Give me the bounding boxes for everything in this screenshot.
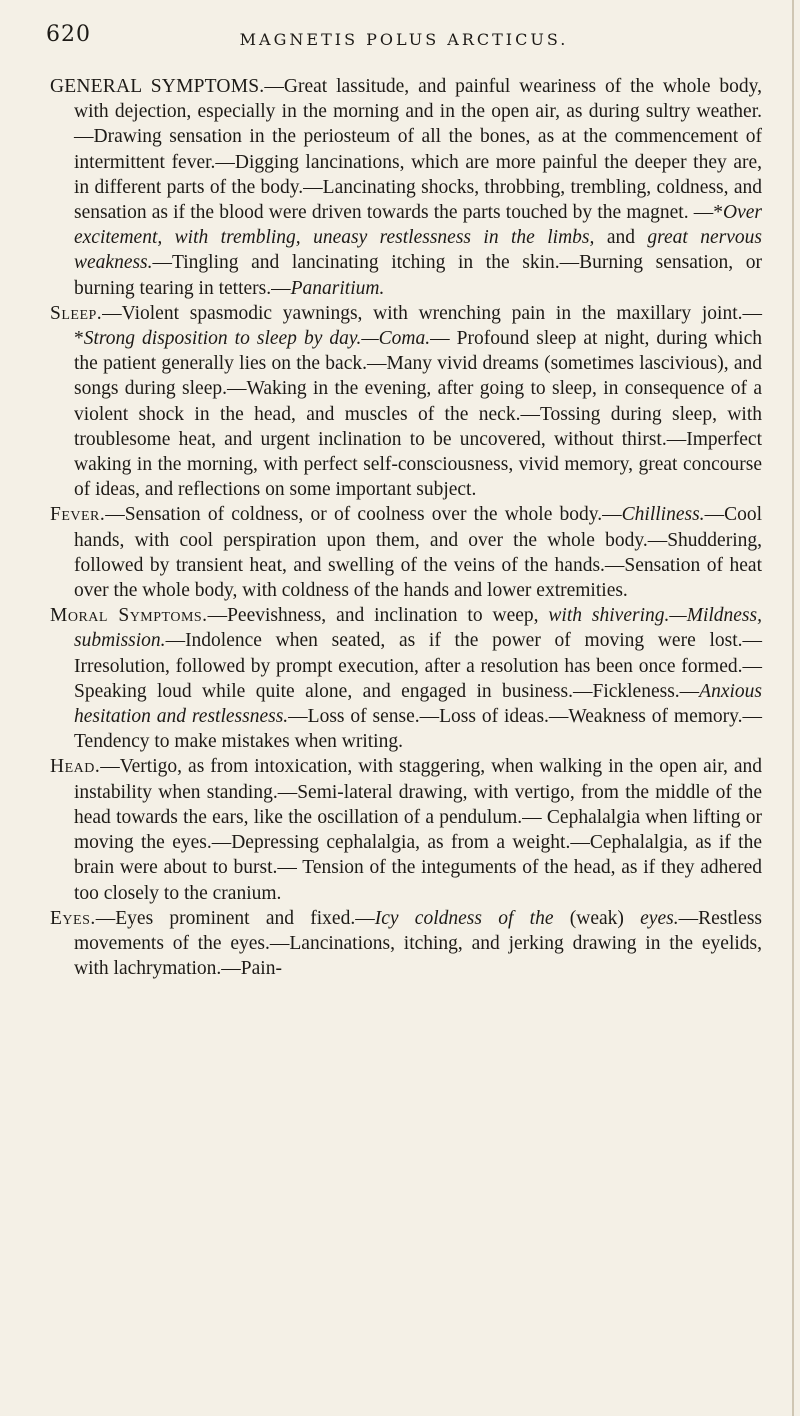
moral-symptoms-paragraph: [50, 603, 762, 754]
text-run: —Loss of sense.—Loss of ideas.—Weakness of memory.—Tendency to make mistakes when writing.: [74, 706, 762, 753]
text-run: and: [594, 227, 648, 249]
page-edge-line: [792, 0, 794, 1416]
section-heading-general: GENERAL SYMPTOMS.: [50, 76, 265, 97]
section-heading-moral: Moral Symptoms.: [50, 605, 208, 627]
italic-run: Anxious hesitation and restlessness.: [74, 680, 762, 728]
text-run: —Violent spasmodic yawnings, with wrenching pain in the maxillary joint.—*: [74, 302, 762, 350]
italic-run: Panaritium.: [290, 277, 385, 299]
text-run: —Tingling and lancinating itching in the skin.—Burning sensation, or burning tearing in tetters.—: [74, 252, 762, 299]
head-paragraph: [50, 754, 762, 905]
italic-run: Over excitement, with trembling, uneasy restlessness in the limbs,: [74, 202, 762, 249]
section-heading-eyes: Eyes.: [50, 907, 96, 929]
text-run: —Peevishness, and inclination to weep,: [207, 605, 549, 627]
general-symptoms-paragraph: [50, 74, 762, 301]
italic-run: with shivering.—Mildness, submission.: [74, 605, 762, 652]
text-run: —Restless movements of the eyes.—Lancinations, itching, and jerking drawing in the eyelids, with lachrymation.—Pain-: [74, 907, 763, 980]
text-run: —Eyes prominent and fixed.—: [95, 907, 375, 929]
body-text: [50, 74, 762, 981]
text-run: (weak): [553, 907, 641, 929]
text-run: —Vertigo, as from intoxication, with staggering, when walking in the open air, and instability when standing.—Semi-lateral drawing, with vertigo, from the middle of the head towards the ears, like the oscillation of a pendulum.— Cephalalgia when lifting or moving the eyes.—Depressing cephalalgia, as from a weight.—Cephalalgia, as if the brain were about to burst.— Tension of the integuments of the head, as if they adhered too closely to the cranium.: [74, 756, 762, 904]
fever-paragraph: [50, 502, 762, 603]
running-title: MAGNETIS POLUS ARCTICUS.: [239, 30, 569, 49]
page-number: 620: [46, 22, 91, 47]
text-run: —Sensation of coldness, or of coolness over the whole body.—: [105, 504, 622, 526]
section-heading-fever: Fever.: [50, 504, 106, 526]
italic-run: Strong disposition to sleep by day.—Coma.: [83, 328, 431, 350]
eyes-paragraph: [50, 906, 762, 982]
italic-run: eyes.: [640, 907, 679, 929]
sleep-paragraph: [50, 301, 762, 503]
italic-run: Chilliness.: [621, 504, 705, 526]
section-heading-head: Head.: [50, 756, 101, 778]
text-run: —Great lassitude, and painful weariness of the whole body, with dejection, especially in the morning and in the open air, as during sultry weather.—Drawing sensation in the periosteum of all the bones, as at the commencement of intermittent fever.—Digging lancinations, which are more painful the deeper they are, in different parts of the body.—Lancinating shocks, throbbing, trembling, coldness, and sensation as if the blood were driven towards the parts touched by the magnet. —*: [74, 76, 762, 224]
page-header: [46, 22, 762, 62]
section-heading-sleep: Sleep.: [50, 302, 103, 324]
italic-run: great nervous weakness.: [74, 227, 762, 274]
text-run: —Indolence when seated, as if the power of moving were lost.—Irresolution, followed by prompt execution, after a resolution has been once formed.—Speaking loud while quite alone, and engaged in business.—Fickleness.—: [74, 630, 762, 702]
text-run: —Cool hands, with cool perspiration upon them, and over the whole body.—Shuddering, followed by transient heat, and swelling of the veins of the hands.—Sensation of heat over the whole body, with coldness of the hands and lower extremities.: [74, 504, 762, 602]
italic-run: Icy coldness of the: [374, 907, 554, 929]
text-run: — Profound sleep at night, during which the patient generally lies on the back.—Many vivid dreams (sometimes lascivious), and songs during sleep.—Waking in the evening, after going to sleep, in consequence of a violent shock in the head, and muscles of the neck.—Tossing during sleep, with troublesome heat, and urgent inclination to be uncovered, without thirst.—Imperfect waking in the morning, with perfect self-consciousness, vivid memory, great concourse of ideas, and reflections on some important subject.: [74, 328, 763, 501]
